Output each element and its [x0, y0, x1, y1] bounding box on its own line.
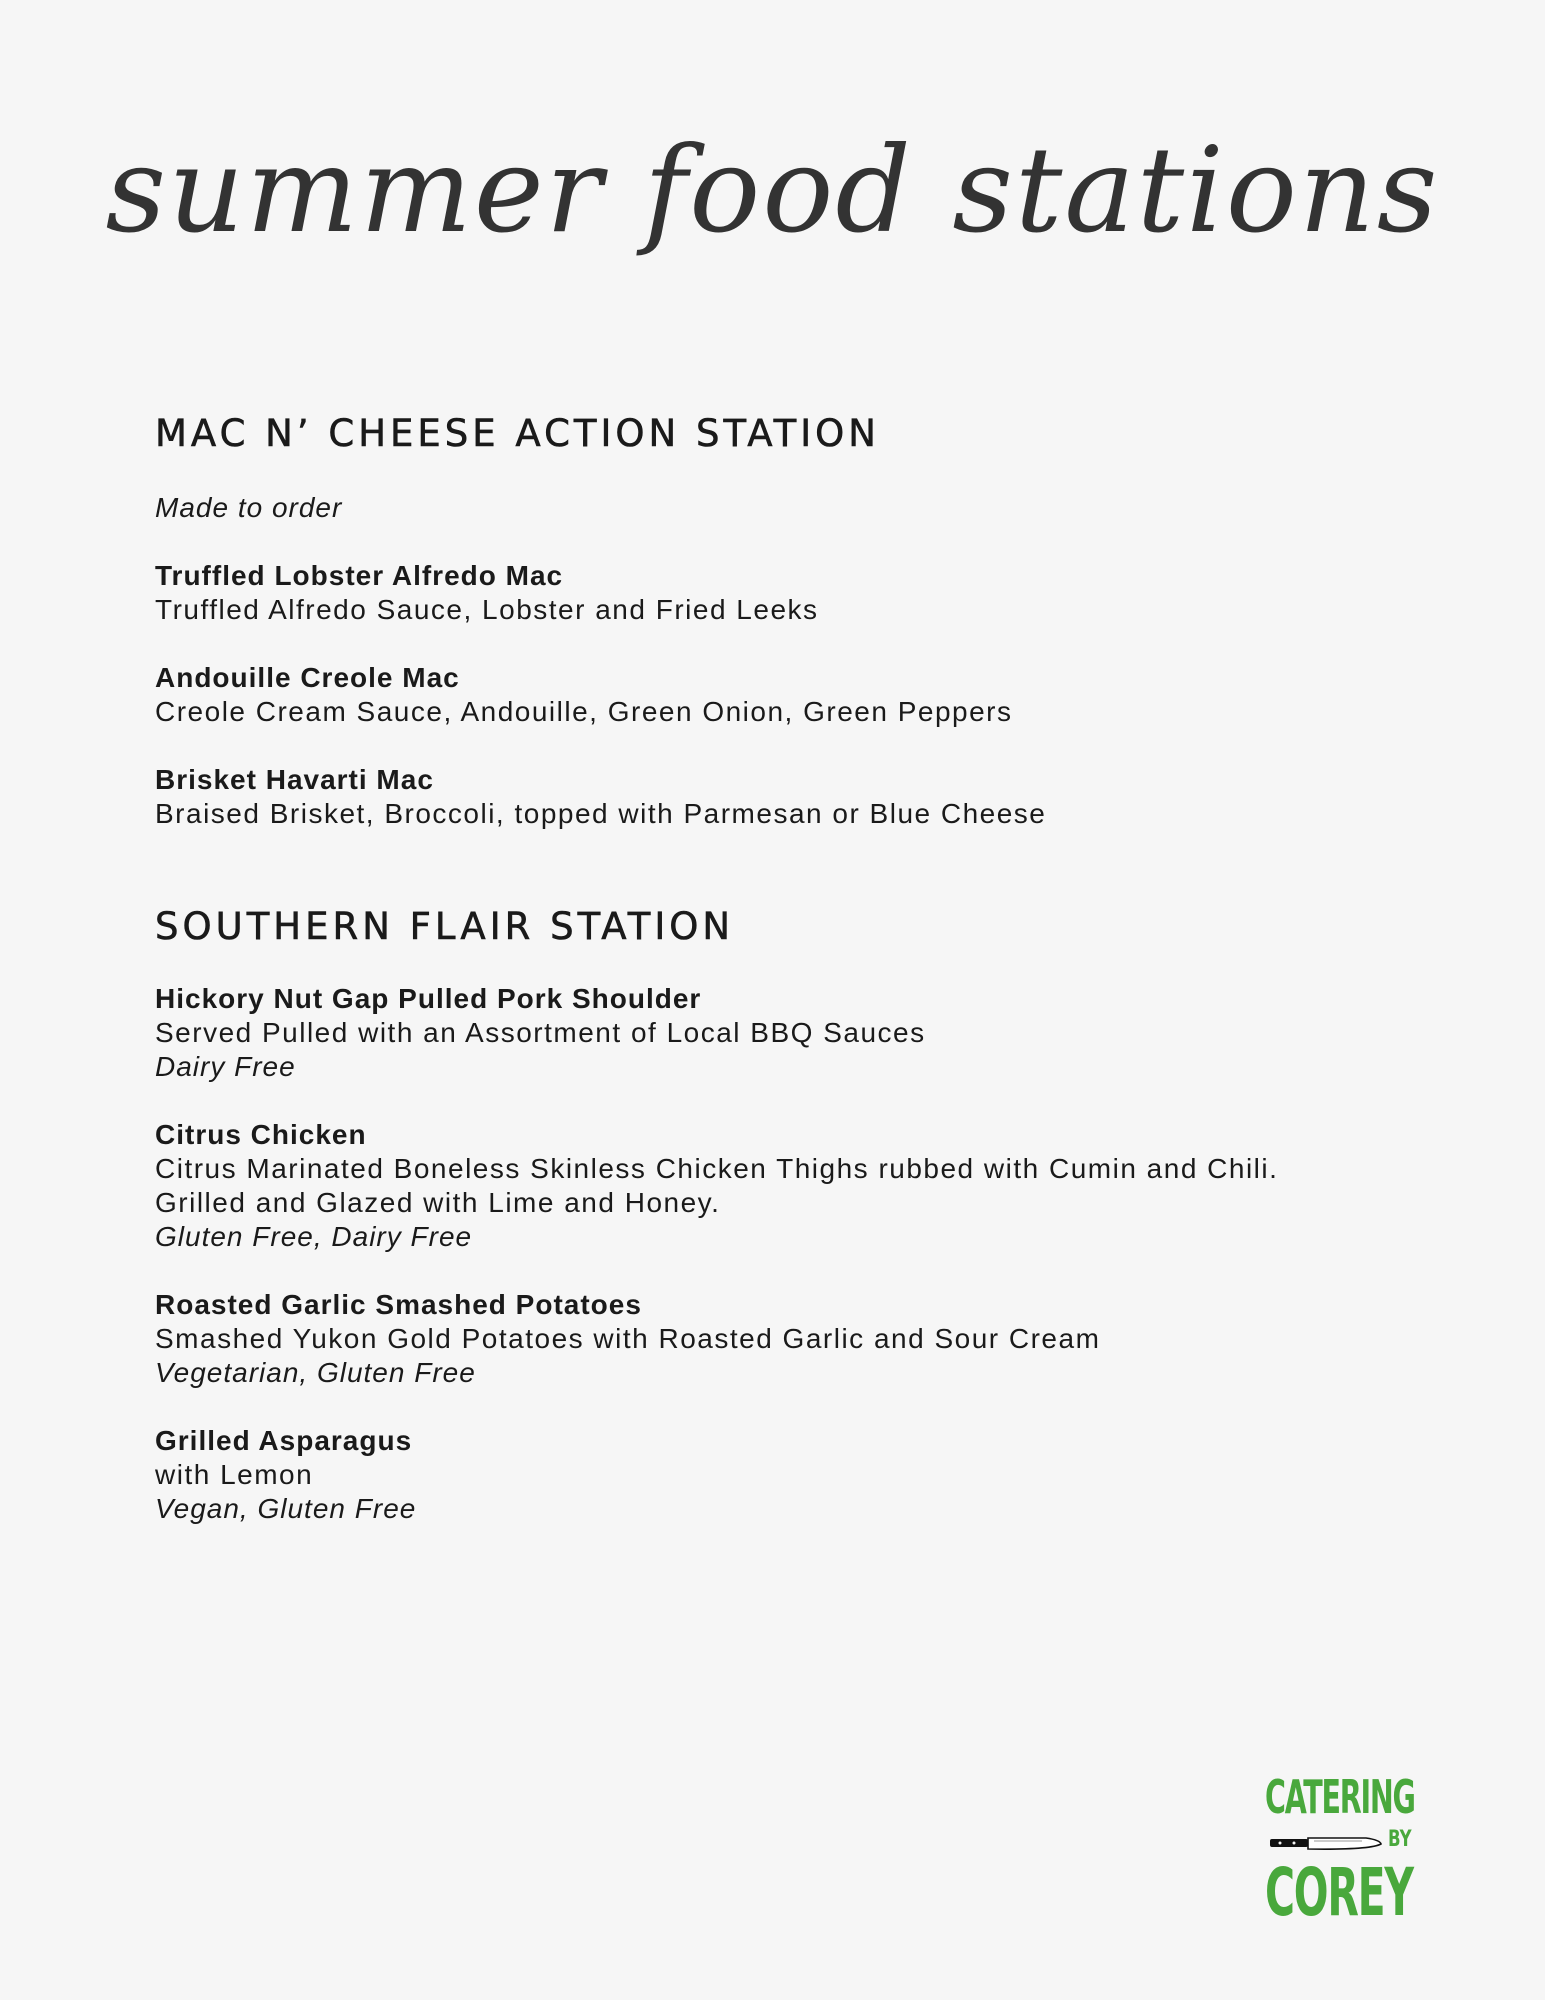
item-name: Brisket Havarti Mac: [155, 764, 434, 795]
menu-item: [155, 660, 1405, 729]
item-description: Citrus Marinated Boneless Skinless Chicken Thighs rubbed with Cumin and Chili.: [155, 1153, 1279, 1184]
page-title: summer food stations: [105, 121, 1440, 259]
menu-item: [155, 762, 1405, 831]
item-dietary-note: Dairy Free: [155, 1051, 296, 1082]
item-dietary-note: Vegan, Gluten Free: [155, 1493, 417, 1524]
menu-item: [155, 1287, 1405, 1390]
item-name: Grilled Asparagus: [155, 1425, 413, 1456]
logo-text-by: BY: [1388, 1827, 1412, 1852]
catering-by-corey-logo: [1260, 1770, 1430, 1931]
logo-text-corey: COREY: [1265, 1854, 1413, 1931]
item-description: Truffled Alfredo Sauce, Lobster and Fried Leeks: [155, 594, 819, 625]
item-description: Grilled and Glazed with Lime and Honey.: [155, 1187, 721, 1218]
logo-text-catering: CATERING: [1265, 1770, 1415, 1824]
item-name: Roasted Garlic Smashed Potatoes: [155, 1289, 642, 1320]
item-dietary-note: Vegetarian, Gluten Free: [155, 1357, 476, 1388]
menu-item: [155, 1423, 1405, 1526]
item-description: Served Pulled with an Assortment of Local BBQ Sauces: [155, 1017, 926, 1048]
menu-item: [155, 1117, 1405, 1254]
section-heading: SOUTHERN FLAIR STATION: [155, 905, 735, 948]
menu-content: [155, 410, 1405, 1526]
section-note: Made to order: [155, 492, 343, 523]
item-name: Truffled Lobster Alfredo Mac: [155, 560, 564, 591]
section-southern-flair: [155, 903, 1405, 1526]
item-name: Hickory Nut Gap Pulled Pork Shoulder: [155, 983, 702, 1014]
item-description: with Lemon: [155, 1459, 314, 1490]
item-name: Andouille Creole Mac: [155, 662, 460, 693]
item-description: Smashed Yukon Gold Potatoes with Roasted Garlic and Sour Cream: [155, 1323, 1101, 1354]
item-description: Braised Brisket, Broccoli, topped with Parmesan or Blue Cheese: [155, 798, 1047, 829]
item-description: Creole Cream Sauce, Andouille, Green Onion, Green Peppers: [155, 696, 1013, 727]
menu-item: [155, 558, 1405, 627]
section-mac-n-cheese: [155, 410, 1405, 831]
menu-item: [155, 981, 1405, 1084]
item-name: Citrus Chicken: [155, 1119, 367, 1150]
chef-knife-icon: [1270, 1832, 1382, 1854]
section-heading: MAC N’ CHEESE ACTION STATION: [155, 412, 880, 455]
item-dietary-note: Gluten Free, Dairy Free: [155, 1221, 473, 1252]
